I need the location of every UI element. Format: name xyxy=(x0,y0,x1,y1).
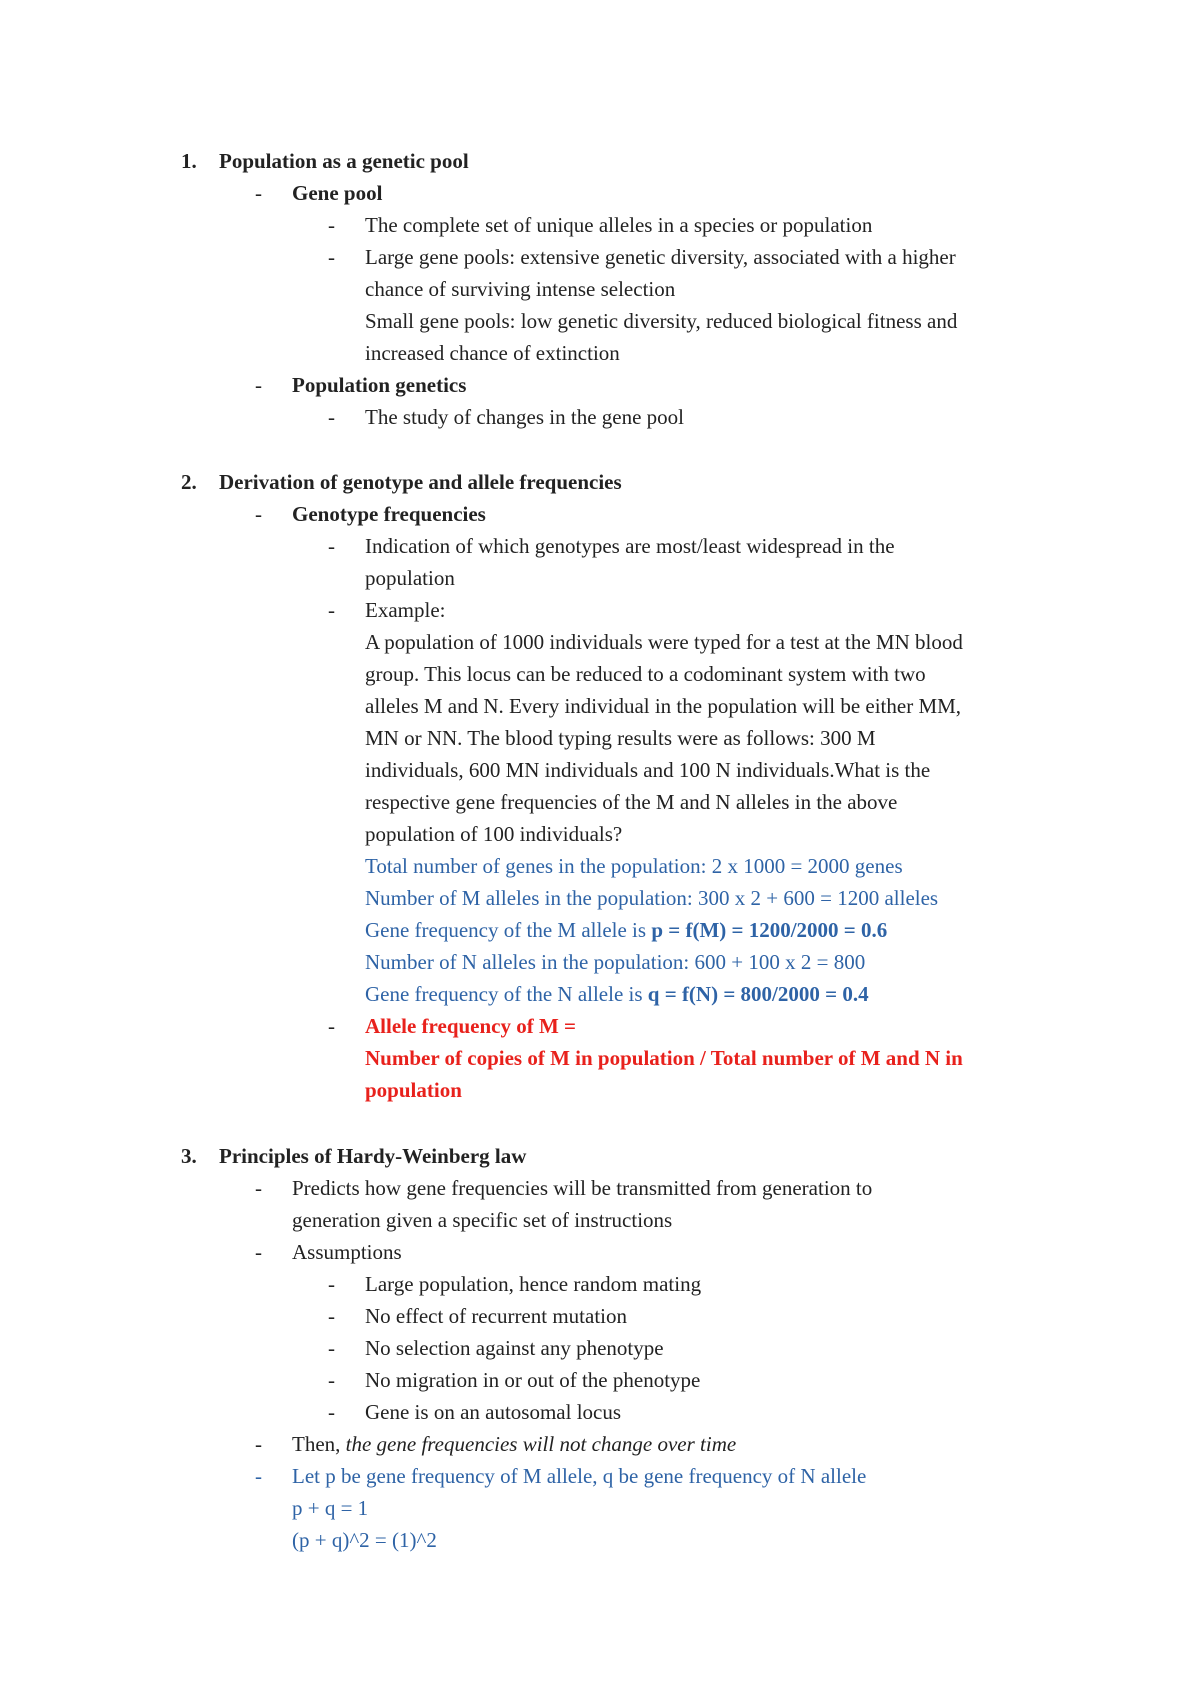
equation-line: (p + q)^2 = (1)^2 xyxy=(292,1528,437,1552)
subheading: Population genetics xyxy=(292,373,467,397)
bullet-dash: - xyxy=(255,1240,262,1264)
body-text: The complete set of unique alleles in a species or population xyxy=(365,213,873,237)
bullet-dash: - xyxy=(328,1304,335,1328)
body-text: group. This locus can be reduced to a codominant system with two xyxy=(365,662,926,686)
calculation-line: Number of N alleles in the population: 600 + 100 x 2 = 800 xyxy=(365,950,866,974)
calculation-line xyxy=(365,914,887,946)
bullet-dash: - xyxy=(328,245,335,269)
body-text: population of 100 individuals? xyxy=(365,822,623,846)
bullet-dash: - xyxy=(328,1272,335,1296)
calculation-result: p = f(M) = 1200/2000 = 0.6 xyxy=(651,918,888,942)
bullet-dash: - xyxy=(255,373,262,397)
body-text: individuals, 600 MN individuals and 100 N individuals.What is the xyxy=(365,758,931,782)
calculation-text: Gene frequency of the M allele is xyxy=(365,918,652,942)
body-text: Indication of which genotypes are most/least widespread in the xyxy=(365,534,895,558)
emphasis-text: the gene frequencies will not change over time xyxy=(345,1432,737,1456)
highlight-text: Number of copies of M in population / Total number of M and N in xyxy=(365,1046,963,1070)
bullet-dash: - xyxy=(328,1368,335,1392)
body-text: alleles M and N. Every individual in the population will be either MM, xyxy=(365,694,962,718)
body-text: MN or NN. The blood typing results were as follows: 300 M xyxy=(365,726,876,750)
bullet-dash: - xyxy=(255,1432,262,1456)
highlight-text: Allele frequency of M = xyxy=(365,1014,577,1038)
body-text: Predicts how gene frequencies will be transmitted from generation to xyxy=(292,1176,873,1200)
body-text: Large gene pools: extensive genetic diversity, associated with a higher xyxy=(365,245,956,269)
bullet-dash: - xyxy=(328,1400,335,1424)
bullet-dash: - xyxy=(328,1014,335,1038)
body-text: Small gene pools: low genetic diversity, reduced biological fitness and xyxy=(365,309,958,333)
bullet-dash: - xyxy=(255,1176,262,1200)
equation-line: Let p be gene frequency of M allele, q be gene frequency of N allele xyxy=(292,1464,867,1488)
section-title: Derivation of genotype and allele frequencies xyxy=(219,470,622,494)
body-text: chance of surviving intense selection xyxy=(365,277,676,301)
calculation-result: q = f(N) = 800/2000 = 0.4 xyxy=(647,982,869,1006)
calculation-text: Gene frequency of the N allele is xyxy=(365,982,648,1006)
bullet-dash: - xyxy=(255,1464,262,1488)
body-text: population xyxy=(365,566,455,590)
bullet-dash: - xyxy=(328,1336,335,1360)
body-text: A population of 1000 individuals were typed for a test at the MN blood xyxy=(365,630,963,654)
section-number: 3. xyxy=(181,1144,197,1168)
bullet-dash: - xyxy=(328,598,335,622)
section-number: 2. xyxy=(181,470,197,494)
body-text: The study of changes in the gene pool xyxy=(365,405,684,429)
highlight-text: population xyxy=(365,1078,462,1102)
body-text: No migration in or out of the phenotype xyxy=(365,1368,701,1392)
body-text: respective gene frequencies of the M and N alleles in the above xyxy=(365,790,898,814)
calculation-line: Number of M alleles in the population: 300 x 2 + 600 = 1200 alleles xyxy=(365,886,939,910)
section-number: 1. xyxy=(181,149,197,173)
calculation-line xyxy=(365,978,869,1010)
bullet-dash: - xyxy=(328,534,335,558)
body-text: Example: xyxy=(365,598,446,622)
body-text xyxy=(292,1428,736,1460)
body-text: Large population, hence random mating xyxy=(365,1272,702,1296)
bullet-dash: - xyxy=(255,181,262,205)
bullet-dash: - xyxy=(328,213,335,237)
body-text: Assumptions xyxy=(292,1240,402,1264)
bullet-dash: - xyxy=(255,502,262,526)
section-title: Population as a genetic pool xyxy=(219,149,469,173)
body-text: Gene is on an autosomal locus xyxy=(365,1400,622,1424)
body-text: No effect of recurrent mutation xyxy=(365,1304,627,1328)
subheading: Genotype frequencies xyxy=(292,502,486,526)
calculation-line: Total number of genes in the population: 2 x 1000 = 2000 genes xyxy=(365,854,903,878)
subheading: Gene pool xyxy=(292,181,383,205)
body-text: generation given a specific set of instructions xyxy=(292,1208,673,1232)
section-title: Principles of Hardy-Weinberg law xyxy=(219,1144,527,1168)
body-text: No selection against any phenotype xyxy=(365,1336,664,1360)
bullet-dash: - xyxy=(328,405,335,429)
body-text-lead: Then, xyxy=(292,1432,346,1456)
equation-line: p + q = 1 xyxy=(292,1496,369,1520)
body-text: increased chance of extinction xyxy=(365,341,620,365)
